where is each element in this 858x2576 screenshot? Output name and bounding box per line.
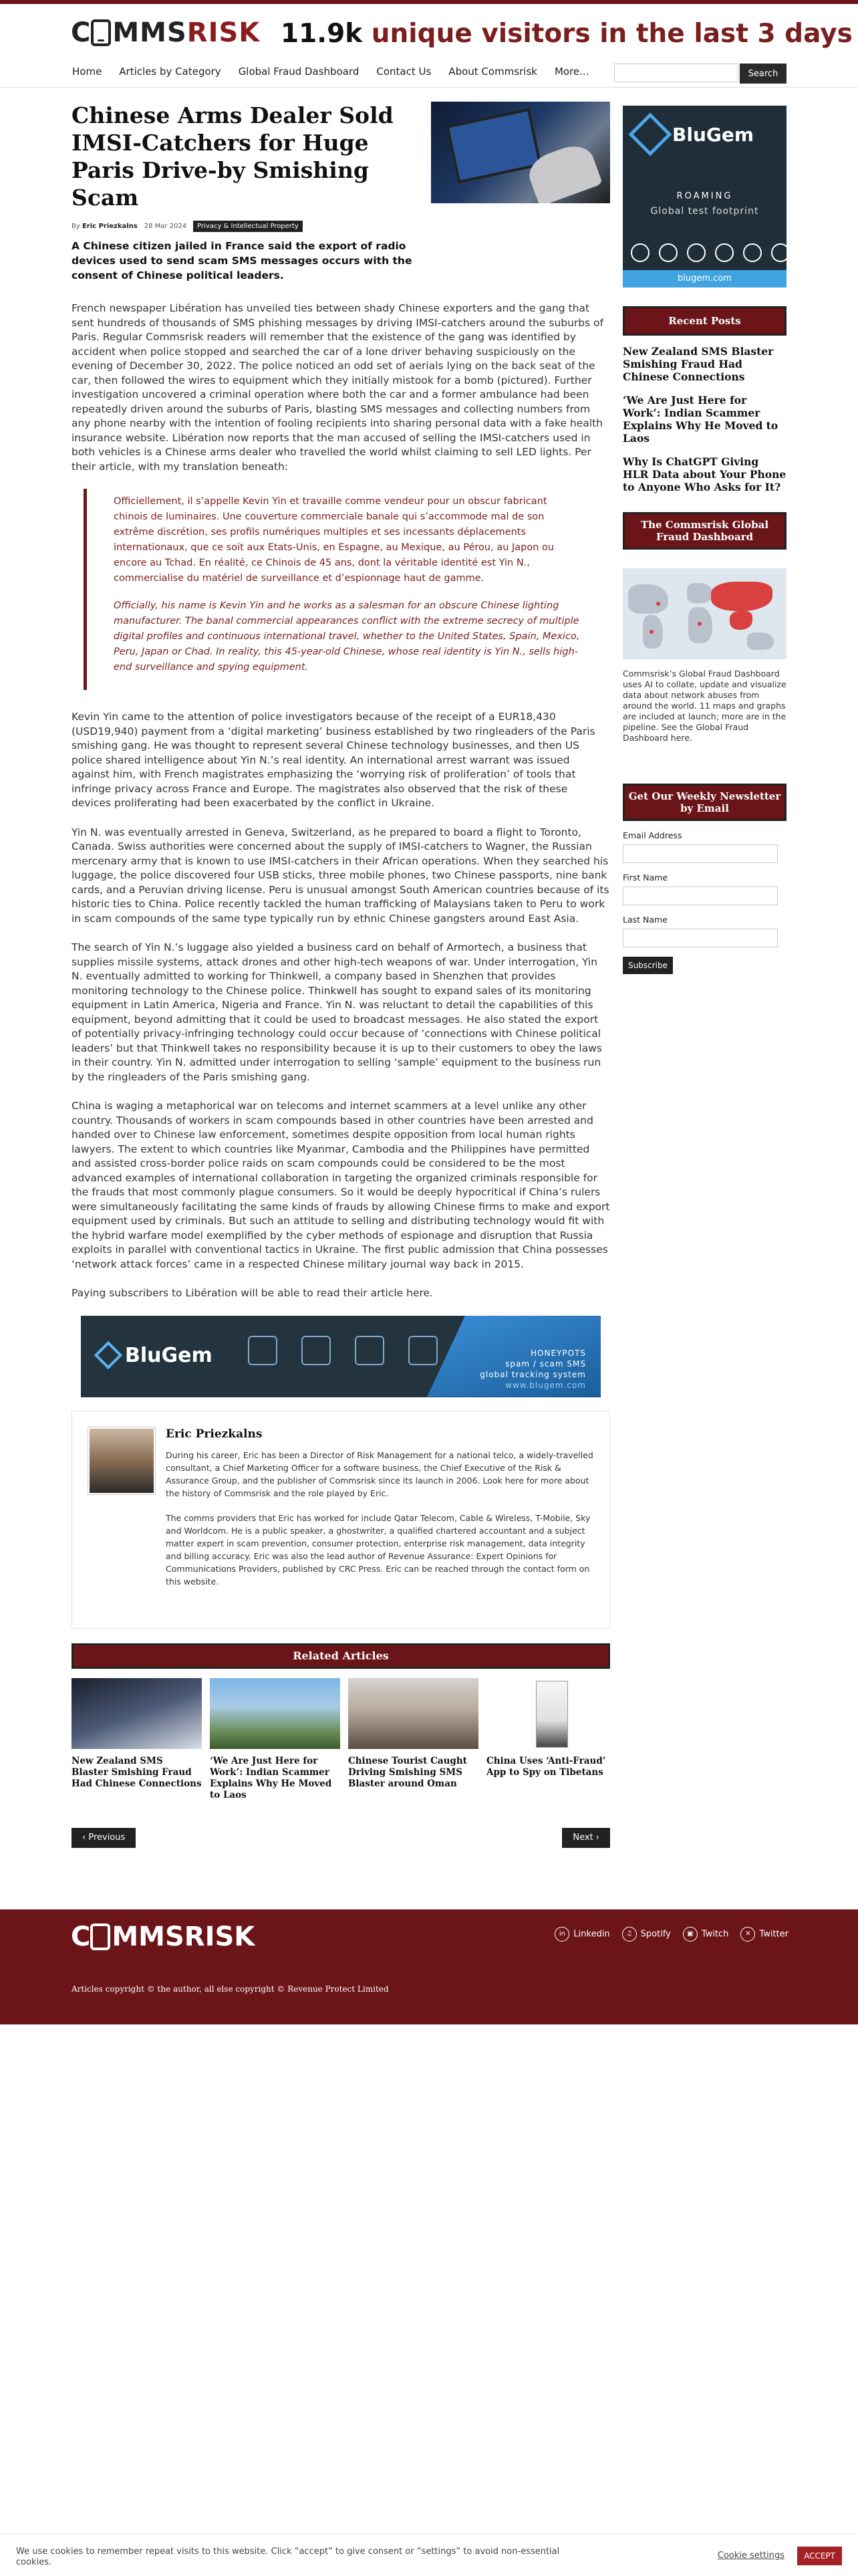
article-title: Chinese Arms Dealer Sold IMSI-Catchers for Huge Paris Drive-by Smishing Scam <box>72 102 394 211</box>
quote-french: Officiellement, il s’appelle Kevin Yin et travaille comme vendeur pour un obscur fabricant chinois de luminaires. Une couverture commerciale banale qui s’accommode mal de son extrême discrétion, ses profils numériques multiples et ses incessants déplacements internationaux, que ce soit aux Etats-Unis, en Espagne, au Mexique, au Pérou, au Japon ou encore au Tchad. En réalité, ce Chinois de 45 ans, dont la véritable identité est Yin N., commercialise du matériel de surveillance et d’espionnage haut de gamme. <box>114 496 555 584</box>
related-thumbnail[interactable] <box>348 1678 478 1749</box>
nav-home[interactable]: Home <box>72 66 102 78</box>
social-label: Spotify <box>640 1929 671 1940</box>
footer-copyright: Articles copyright © the author, all else copyright © Revenue Protect Limited <box>72 1984 389 1994</box>
cookie-message: We use cookies to remember repeat visits to this website. Click “accept” to give consent or “settings” to avoid non-essential cookies. <box>16 2547 560 2567</box>
blugem-diamond-icon <box>94 1341 122 1369</box>
related-item[interactable] <box>72 1678 202 1801</box>
sidebar <box>623 106 786 974</box>
article-lead: A Chinese citizen jailed in France said the export of radio devices used to send scam SMS messages occurs with the consent of Chinese political leaders. <box>72 240 412 281</box>
blugem-sidebar-ad[interactable] <box>623 106 786 287</box>
article-paragraph-6: Paying subscribers to Libération will be able to read their article here. <box>72 1287 433 1299</box>
logo-risk: RISK <box>186 17 261 48</box>
quote-english: Officially, his name is Kevin Yin and he works as a salesman for an obscure Chinese lighting manufacturer. The banal commercial appearances conflict with the extreme secrecy of multiple digital profiles and continuous international travel, whether to the United States, Spain, Mexico, Peru, Japan or Chad. In reality, this 45-year-old Chinese, whose real identity is Yin N., sells high-end surveillance and spying equipment. <box>114 600 580 673</box>
device-screen-shape <box>446 108 541 184</box>
map-marker <box>650 630 654 634</box>
article-paragraph-1: French newspaper Libération has unveiled ties between shady Chinese exporters and the gang that sent hundreds of thousands of SMS phishing messages by driving IMSI-catchers around the suburbs of Paris. Regular Commsrisk readers will remember that the existence of the gang was identified by accident when police stopped and searched the car of a lone driver behaving suspiciously on the evening of December 30, 2022. The police noticed an odd set of aerials lying on the back seat of the car, then followed the wires to equipment which they initially mistook for a bomb (pictured). Further investigation uncovered a criminal operation where both the car and a former ambulance had been repeatedly driven around the suburbs of Paris, blasting SMS messages and collecting numbers from any phone nearby with the intention of fooling recipients into sharing personal data with a fake health insurance website. Libération now reports that the man accused of selling the IMSI-catchers used in both vehicles is a Chinese arms dealer who travelled the world whilst claiming to sell LED lights. Per their article, with my translation beneath: <box>72 302 604 473</box>
byline <box>72 221 610 232</box>
logo-letter: C <box>71 1921 91 1952</box>
sidebar-ad-footprint: Global test footprint <box>650 206 759 217</box>
nav-global-fraud-dashboard[interactable]: Global Fraud Dashboard <box>238 66 360 78</box>
banner-icons <box>248 1336 438 1365</box>
next-button[interactable]: Next › <box>562 1828 610 1848</box>
main-nav <box>0 59 858 88</box>
cookie-consent-bar <box>0 2534 858 2576</box>
social-spotify[interactable] <box>622 1927 671 1942</box>
author-bio-2: The comms providers that Eric has worked for include Qatar Telecom, Cable & Wireless, T-Mobile, Sky and Worldcom. He is a public speaker, a ghostwriter, a qualified chartered accountant and a subject matter expert in scam prevention, consumer protection, enterprise risk management, data integrity and billing accuracy. Eric was also the lead author of Revenue Assurance: Expert Opinions for Communications Providers, published by CRC Press. Eric can be reached through the contact form on this website. <box>166 1512 591 1587</box>
footer-logo[interactable] <box>71 1921 255 1952</box>
map-highlight <box>711 582 772 611</box>
related-title[interactable]: China Uses ‘Anti-Fraud’ App to Spy on Tibetans <box>486 1755 606 1778</box>
blugem-diamond-icon <box>628 112 672 156</box>
previous-button[interactable]: ‹ Previous <box>72 1828 136 1848</box>
search-form <box>614 64 786 84</box>
sidebar-ad-roaming: ROAMING <box>676 191 733 201</box>
banner-text <box>480 1348 586 1391</box>
article-hero-image <box>431 102 610 203</box>
phone-icon <box>90 1923 110 1950</box>
blugem-banner-ad[interactable] <box>81 1316 601 1397</box>
dashboard-heading: The Commsrisk Global Fraud Dashboard <box>623 512 786 550</box>
related-title[interactable]: New Zealand SMS Blaster Smishing Fraud Had Chinese Connections <box>72 1755 202 1789</box>
banner-line-2: spam / scam SMS <box>505 1359 586 1369</box>
nav-articles-by-category[interactable]: Articles by Category <box>119 66 221 78</box>
site-logo[interactable] <box>71 17 260 48</box>
sidebar-ad-brand: BluGem <box>672 123 754 146</box>
related-title[interactable]: Chinese Tourist Caught Driving Smishing SMS Blaster around Oman <box>348 1755 467 1789</box>
banner-url: www.blugem.com <box>505 1380 586 1390</box>
social-links <box>555 1927 789 1942</box>
map-landmass <box>747 632 774 650</box>
target-icon <box>715 243 734 262</box>
newsletter-heading: Get Our Weekly Newsletter by Email <box>623 784 786 821</box>
related-item[interactable] <box>210 1678 340 1801</box>
social-twitter[interactable] <box>740 1927 789 1942</box>
logo-comms: MMS <box>112 1921 184 1952</box>
logo-risk: RISK <box>184 1921 255 1952</box>
recent-posts <box>623 345 786 493</box>
last-name-label: Last Name <box>623 915 668 925</box>
category-badge[interactable]: Privacy & Intellectual Property <box>193 221 303 232</box>
twitter-x-icon: ✕ <box>740 1927 755 1942</box>
author-avatar <box>88 1427 155 1494</box>
recent-post-link[interactable]: New Zealand SMS Blaster Smishing Fraud Had Chinese Connections <box>623 345 774 383</box>
banner-line-3: global tracking system <box>480 1369 586 1379</box>
recent-posts-heading: Recent Posts <box>623 306 786 336</box>
site-header <box>0 4 858 59</box>
sidebar-ad-icons <box>631 243 786 262</box>
related-thumbnail[interactable] <box>210 1678 340 1749</box>
related-item[interactable] <box>348 1678 478 1801</box>
visitor-label: unique visitors in the last 3 days <box>371 19 853 49</box>
cookie-settings-link[interactable]: Cookie settings <box>717 2551 784 2561</box>
newsletter-form <box>623 830 786 974</box>
signal-icon <box>659 243 678 262</box>
search-input[interactable] <box>614 64 738 82</box>
article-paragraph-5: China is waging a metaphorical war on telecoms and internet scammers at a level unlike any other country. Thousands of workers in scam compounds based in other countries have been arrested and handed over to Chinese law enforcement, sometimes despite opposition from local human rights lawyers. The extent to which countries like Myanmar, Cambodia and the Philippines have permitted and assisted cross-border police raids on scam compounds could be considered to be the most advanced examples of international collaboration in targeting the organized criminals responsible for the frauds that most commonly plague consumers. So it would be deeply hypocritical if China’s rulers were simultaneously facilitating the same kinds of frauds by allowing Chinese firms to make and export equipment used by criminals. But such an attitude to selling and distributing technology would fit with the hybrid warfare model exemplified by the cyber methods of espionage and disruption that Russia exploits in parallel with conventional tactics in Ukraine. The first public admission that China possesses ‘network attack forces’ came in a respected Chinese military journal way back in 2015. <box>72 1100 610 1270</box>
social-label: Linkedin <box>573 1929 610 1940</box>
byline-date: 28 Mar 2024 <box>144 223 187 230</box>
subscribe-button[interactable]: Subscribe <box>623 957 673 974</box>
related-title[interactable]: ‘We Are Just Here for Work’: Indian Scammer Explains Why He Moved to Laos <box>210 1755 332 1800</box>
related-thumbnail[interactable] <box>486 1678 617 1749</box>
email-field[interactable] <box>623 844 778 863</box>
phone-icon <box>408 1336 438 1365</box>
byline-prefix: By <box>72 223 80 230</box>
map-highlight <box>730 611 752 630</box>
author-name[interactable]: Eric Priezkalns <box>166 1427 263 1441</box>
map-marker <box>698 622 702 626</box>
logo-comms: MMS <box>112 17 187 48</box>
twitch-icon: ▣ <box>683 1927 698 1942</box>
spotify-icon: ♫ <box>622 1927 637 1942</box>
recent-post-link[interactable]: ‘We Are Just Here for Work’: Indian Scammer Explains Why He Moved to Laos <box>623 394 778 445</box>
article-paragraph-3: Yin N. was eventually arrested in Geneva, Switzerland, as he prepared to board a flight to Toronto, Canada. Swiss authorities were concerned about the supply of IMSI-catchers to Wagner, the Russian mercenary army that is known to use IMSI-catchers in their African operations. When they searched his luggage, the police discovered four USB sticks, three mobile phones, two Chinese passports, nine bank cards, and a Peruvian driving license. Peru is unusual amongst South American countries because of its historic ties to China. Police recently tackled the human trafficking of Malaysians taken to Peru to work in scam compounds of the same type typically run by ethnic Chinese gangsters around East Asia. <box>72 826 609 925</box>
sidebar-ad-url: blugem.com <box>623 270 786 287</box>
banner-line-1: HONEYPOTS <box>531 1348 586 1358</box>
banner-brand: BluGem <box>125 1343 212 1367</box>
author-bio-1: During his career, Eric has been a Director of Risk Management for a national telco, a widely-travelled consultant, a Chief Marketing Officer for a software business, the Chief Executive of the Risk & Assurance Group, and the publisher of Commsrisk since its launch in 2006. Look here for more about the history of Commsrisk and the role played by Eric. <box>166 1449 593 1498</box>
gear-icon <box>301 1336 331 1365</box>
phone-screenshot-shape <box>536 1681 568 1748</box>
wifi-icon <box>743 243 762 262</box>
fraud-dashboard-map[interactable] <box>623 568 786 659</box>
author-box <box>72 1411 610 1629</box>
article-paragraph-2: Kevin Yin came to the attention of police investigators because of the receipt of a EUR18,430 (USD19,940) payment from a ‘digital marketing’ business established by two ringleaders of the Paris smishing gang. He was thought to represent several Chinese technology businesses, and then US police shared intelligence about Yin N.’s real identity. An international arrest warrant was issued against him, with French magistrates emphasizing the ‘worrying risk of proliferation’ of tools that infringe privacy across France and Europe. The magistrates also observed that the risk of these devices proliferating had been exacerbated by the conflict in Ukraine. <box>72 711 595 809</box>
first-name-field[interactable] <box>623 887 778 905</box>
last-name-field[interactable] <box>623 929 778 947</box>
site-footer <box>0 1909 858 2024</box>
first-name-label: First Name <box>623 872 668 883</box>
chart-icon <box>355 1336 384 1365</box>
article-paragraph-4: The search of Yin N.’s luggage also yielded a business card on behalf of Armortech, a business that supplies missile systems, attack drones and other high-tech weapons of war. Under interrogation, Yin N. eventually admitted to working for Thinkwell, a company based in Shenzhen that provides monitoring technology to the Chinese police. Thinkwell has sought to expand sales of its monitoring equipment in Latin America, Nigeria and France. Yin N. was reluctant to detail the capabilities of this equipment, beyond admitting that it could be used to broadcast messages. He also stated the export of potentially privacy-infringing technology could occur because of ‘connections with Chinese political leaders’ but that Thinkwell takes no responsibility because it is up to their customers to obey the laws in their country. Yin N. admitted under interrogation to selling ‘sample’ equipment to the business run by the ringleaders of the Paris smishing gang. <box>72 941 602 1083</box>
related-articles <box>72 1678 610 1801</box>
related-item[interactable] <box>486 1678 617 1801</box>
dashboard-description: Commsrisk’s Global Fraud Dashboard uses AI to collate, update and visualize data about network abuses from around the world. 11 maps and graphs are included at launch; more are in the pipeline. See the Global Fraud Dashboard here. <box>623 669 786 743</box>
social-linkedin[interactable] <box>555 1927 609 1942</box>
article-main <box>72 102 610 1849</box>
visitor-count: 11.9k <box>281 19 363 49</box>
post-pager <box>72 1828 610 1849</box>
nav-more[interactable]: More... <box>554 66 589 78</box>
sidebar-ad-logo <box>635 119 754 150</box>
social-label: Twitter <box>759 1929 789 1940</box>
banner-logo <box>98 1344 212 1367</box>
clock-icon <box>631 243 650 262</box>
email-label: Email Address <box>623 830 682 840</box>
logo-letter: C <box>71 17 92 48</box>
social-twitch[interactable] <box>683 1927 729 1942</box>
map-marker <box>656 602 660 606</box>
nav-about-commsrisk[interactable]: About Commsrisk <box>448 66 537 78</box>
block-quote <box>84 489 610 690</box>
recent-post-link[interactable]: Why Is ChatGPT Giving HLR Data about Your Phone to Anyone Who Asks for It? <box>623 455 786 493</box>
phone-icon <box>248 1336 277 1365</box>
phone-icon <box>91 19 111 46</box>
social-label: Twitch <box>701 1929 729 1940</box>
cookie-accept-button[interactable]: ACCEPT <box>797 2547 842 2565</box>
related-articles-heading: Related Articles <box>72 1643 610 1669</box>
search-button[interactable]: Search <box>740 64 786 84</box>
byline-author[interactable]: Eric Priezkalns <box>82 223 138 230</box>
linkedin-icon: in <box>555 1927 569 1942</box>
gauge-icon <box>687 243 706 262</box>
map-landmass <box>687 583 712 603</box>
map-landmass <box>628 584 668 614</box>
visitor-counter <box>281 19 853 49</box>
related-thumbnail[interactable] <box>72 1678 202 1749</box>
author-bio <box>166 1449 593 1600</box>
settings-icon <box>771 243 786 262</box>
nav-contact-us[interactable]: Contact Us <box>376 66 432 78</box>
